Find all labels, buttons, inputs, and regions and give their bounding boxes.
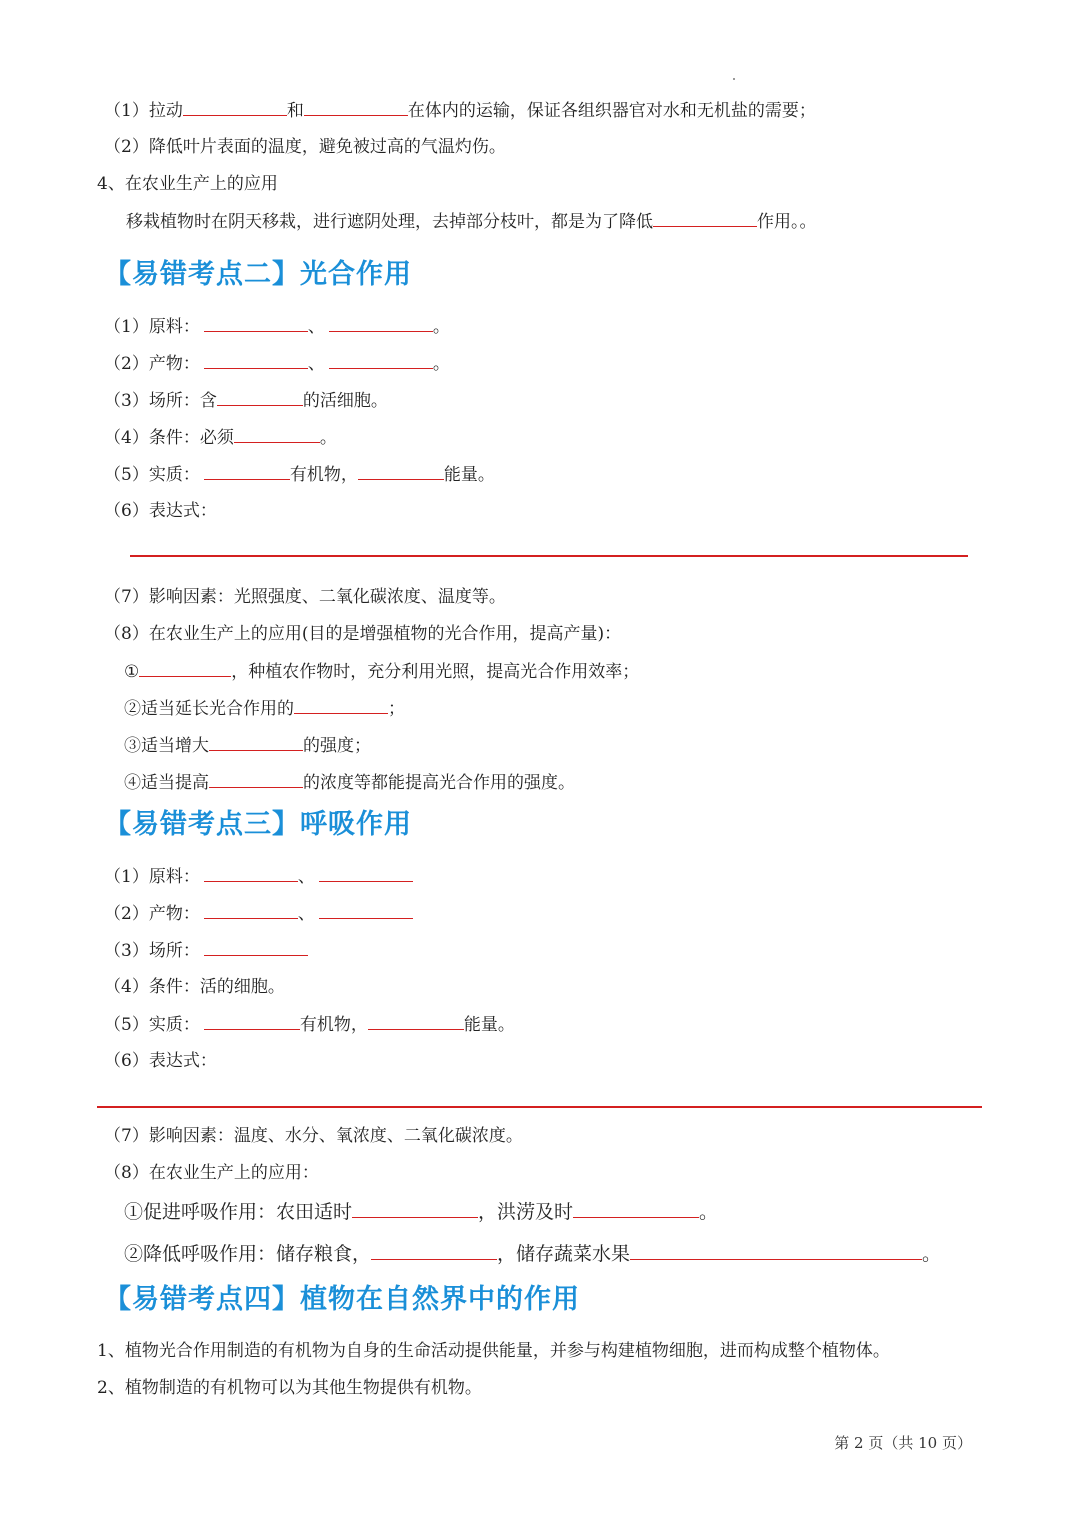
respiration-essence — [104, 1011, 515, 1038]
text: 。 — [319, 428, 337, 448]
text: （5）实质： — [104, 465, 200, 485]
answer-blank[interactable] — [139, 658, 231, 677]
text: 、 — [297, 867, 315, 887]
text: ④适当提高 — [124, 773, 209, 793]
text: 、 — [297, 904, 315, 924]
photosynthesis-condition — [104, 424, 337, 451]
photosynthesis-site — [104, 387, 388, 414]
text: ③适当增大 — [124, 736, 209, 756]
respiration-factors: （7）影响因素：温度、水分、氧浓度、二氧化碳浓度。 — [104, 1126, 523, 1146]
text: （1）原料： — [104, 317, 200, 337]
text: ① — [124, 662, 140, 682]
photosynthesis-products — [104, 350, 450, 377]
respiration-application-1 — [124, 1197, 718, 1226]
application-4 — [124, 769, 575, 796]
answer-blank[interactable] — [329, 313, 433, 332]
text: 的浓度等都能提高光合作用的强度。 — [303, 773, 575, 793]
respiration-site — [104, 937, 308, 964]
answer-blank[interactable] — [183, 97, 287, 116]
answer-blank[interactable] — [573, 1197, 699, 1218]
text: 。 — [432, 317, 450, 337]
answer-blank[interactable] — [653, 208, 757, 227]
text: 。 — [922, 1243, 942, 1265]
respiration-products — [104, 900, 413, 927]
text: ，种植农作物时，充分利用光照，提高光合作用效率； — [231, 662, 640, 682]
text: ； — [388, 699, 405, 719]
answer-blank[interactable] — [630, 1239, 922, 1260]
answer-blank[interactable] — [319, 863, 413, 882]
answer-blank[interactable] — [234, 424, 320, 443]
text: 有机物， — [299, 1015, 368, 1035]
answer-blank[interactable] — [209, 769, 303, 788]
respiration-condition: （4）条件：活的细胞。 — [104, 977, 285, 997]
photosynthesis-essence — [104, 461, 495, 488]
plant-role-2: 2、植物制造的有机物可以为其他生物提供有机物。 — [97, 1378, 482, 1398]
photosynthesis-equation-label: （6）表达式： — [104, 501, 217, 521]
answer-blank[interactable] — [319, 900, 413, 919]
text: 。 — [699, 1201, 719, 1223]
text: 有机物， — [289, 465, 358, 485]
text: （1）原料： — [104, 867, 200, 887]
text: （1）拉动 — [104, 101, 183, 121]
answer-blank[interactable] — [368, 1011, 464, 1030]
text: 作用。。 — [757, 212, 817, 232]
application-2 — [124, 695, 405, 722]
text: 、 — [307, 317, 325, 337]
equation-answer-line[interactable] — [97, 1106, 982, 1108]
answer-blank[interactable] — [217, 387, 303, 406]
text: 的活细胞。 — [302, 391, 388, 411]
text: （2）产物： — [104, 354, 200, 374]
text: 。 — [432, 354, 450, 374]
text: ，洪涝及时 — [478, 1201, 574, 1223]
answer-blank[interactable] — [204, 313, 308, 332]
respiration-applications: （8）在农业生产上的应用： — [104, 1163, 319, 1183]
text: ②适当延长光合作用的 — [124, 699, 294, 719]
text: ，储存蔬菜水果 — [497, 1243, 631, 1265]
text: （5）实质： — [104, 1015, 200, 1035]
respiration-equation-label: （6）表达式： — [104, 1051, 217, 1071]
transpiration-line-1 — [104, 97, 816, 124]
answer-blank[interactable] — [204, 900, 298, 919]
item4-title: 4、在农业生产上的应用 — [97, 174, 278, 194]
answer-blank[interactable] — [352, 1197, 478, 1218]
respiration-application-2 — [124, 1239, 941, 1268]
text: （4）条件：必须 — [104, 428, 234, 448]
answer-blank[interactable] — [204, 350, 308, 369]
answer-blank[interactable] — [204, 937, 308, 956]
equation-answer-line[interactable] — [130, 555, 968, 557]
plant-role-1: 1、植物光合作用制造的有机物为自身的生命活动提供能量，并参与构建植物细胞，进而构成整个植物体。 — [97, 1341, 890, 1361]
text: ②降低呼吸作用：储存粮食， — [124, 1243, 372, 1265]
answer-blank[interactable] — [304, 97, 408, 116]
transpiration-line-2: （2）降低叶片表面的温度，避免被过高的气温灼伤。 — [104, 137, 506, 157]
text: （2）产物： — [104, 904, 200, 924]
answer-blank[interactable] — [329, 350, 433, 369]
section-heading-plant-role: 【易错考点四】植物在自然界中的作用 — [104, 1284, 580, 1315]
text: （3）场所： — [104, 941, 200, 961]
application-3 — [124, 732, 371, 759]
answer-blank[interactable] — [294, 695, 388, 714]
scan-speck — [733, 78, 735, 80]
section-heading-respiration: 【易错考点三】呼吸作用 — [104, 809, 412, 840]
text: 移栽植物时在阴天移栽，进行遮阴处理，去掉部分枝叶，都是为了降低 — [126, 212, 653, 232]
answer-blank[interactable] — [204, 863, 298, 882]
item4-text — [126, 208, 817, 235]
respiration-materials — [104, 863, 413, 890]
text: 在体内的运输，保证各组织器官对水和无机盐的需要； — [407, 101, 816, 121]
text: （3）场所：含 — [104, 391, 217, 411]
application-1 — [124, 658, 639, 685]
text: 、 — [307, 354, 325, 374]
answer-blank[interactable] — [371, 1239, 497, 1260]
answer-blank[interactable] — [204, 1011, 300, 1030]
answer-blank[interactable] — [209, 732, 303, 751]
text: ①促进呼吸作用：农田适时 — [124, 1201, 353, 1223]
section-heading-photosynthesis: 【易错考点二】光合作用 — [104, 259, 412, 290]
answer-blank[interactable] — [358, 461, 444, 480]
photosynthesis-factors: （7）影响因素：光照强度、二氧化碳浓度、温度等。 — [104, 587, 506, 607]
text: 能量。 — [463, 1015, 515, 1035]
photosynthesis-applications: （8）在农业生产上的应用(目的是增强植物的光合作用，提高产量)： — [104, 624, 622, 644]
answer-blank[interactable] — [204, 461, 290, 480]
page-number: 第 2 页（共 10 页） — [834, 1434, 972, 1452]
text: 和 — [286, 101, 304, 121]
text: 能量。 — [443, 465, 495, 485]
text: 的强度； — [303, 736, 371, 756]
photosynthesis-materials — [104, 313, 450, 340]
